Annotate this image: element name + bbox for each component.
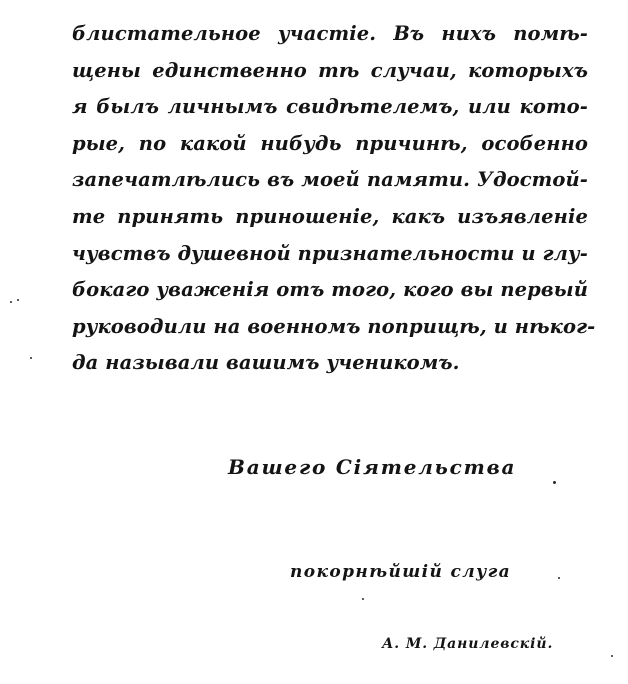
text-line: блистательное участіе. Въ нихъ помѣ- xyxy=(72,22,588,45)
scan-speck xyxy=(17,299,19,301)
text-line: я былъ личнымъ свидѣтелемъ, или кото- xyxy=(72,95,588,119)
text-line: чувствъ душевной признательности и глу- xyxy=(72,241,588,265)
text-line: да называли вашимъ ученикомъ. xyxy=(72,351,460,375)
text-line: руководили на военномъ поприщѣ, и нѣког- xyxy=(72,314,596,338)
text-line: бокаго уваженія отъ того, кого вы первый xyxy=(72,278,588,302)
scan-speck xyxy=(553,481,556,484)
text-line: рые, по какой нибудь причинѣ, особенно xyxy=(72,131,588,155)
text-line: те принять приношеніе, какъ изъявленіе xyxy=(72,204,588,228)
dedication-text xyxy=(72,16,596,382)
author-signature: А. М. Данилевскій. xyxy=(382,636,554,652)
scan-speck xyxy=(30,357,32,359)
scan-speck xyxy=(558,577,560,579)
text-line: запечатлѣлись въ моей памяти. Удостой- xyxy=(72,168,588,192)
servant-phrase: покорнѣйшій слуга xyxy=(290,562,512,582)
text-line: щены единственно тѣ случаи, которыхъ xyxy=(72,58,588,82)
closing-salutation: Вашего Сіятельства xyxy=(228,455,517,479)
scan-speck xyxy=(611,655,613,657)
scan-speck xyxy=(10,301,12,303)
scan-speck xyxy=(362,598,364,600)
